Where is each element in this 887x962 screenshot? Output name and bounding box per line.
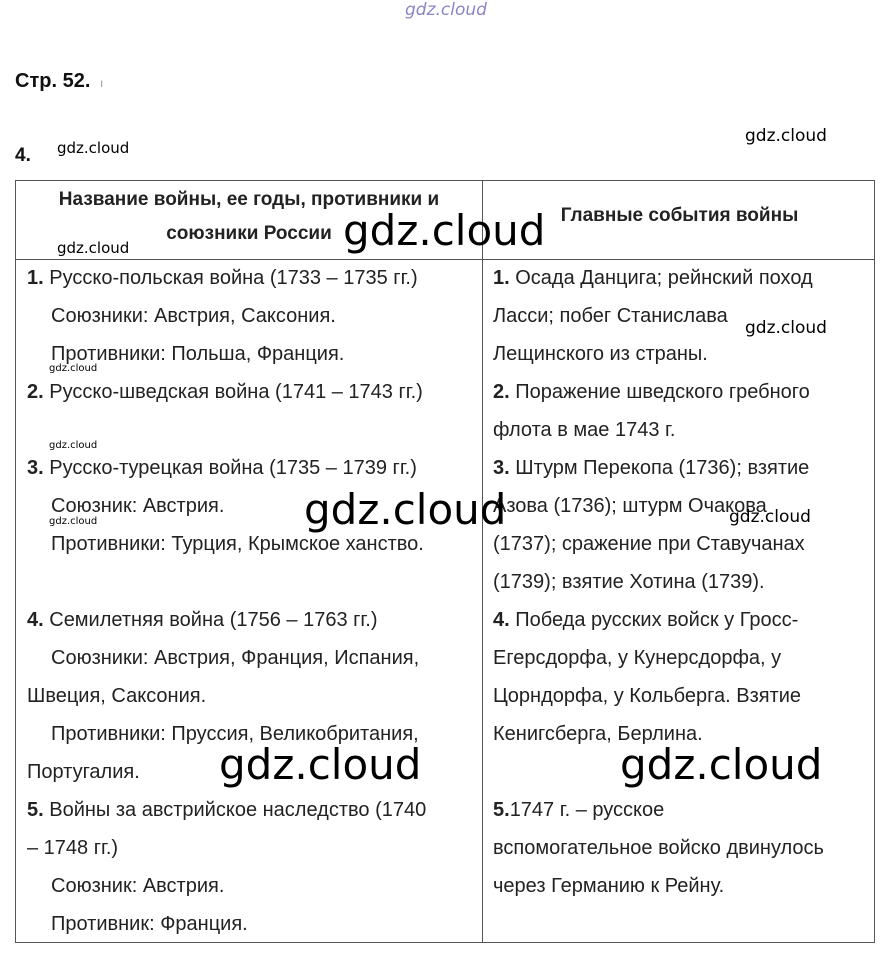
watermark: gdz.cloud bbox=[49, 516, 98, 527]
war-opponents: Противники: Польша, Франция. bbox=[51, 343, 345, 365]
events-line: вспомогательное войско двинулось bbox=[493, 837, 824, 859]
war-opponents: Противники: Турция, Крымское ханство. bbox=[51, 533, 424, 555]
events-line: (1737); сражение при Ставучанах bbox=[493, 533, 805, 555]
column-divider bbox=[482, 181, 483, 942]
watermark: gdz.cloud bbox=[304, 485, 507, 534]
page-header-mark: ı bbox=[99, 76, 104, 90]
war-title: 4. Семилетняя война (1756 – 1763 гг.) bbox=[27, 609, 378, 631]
watermark: gdz.cloud bbox=[343, 206, 546, 255]
events-line: флота в мае 1743 г. bbox=[493, 419, 676, 441]
answer-table bbox=[15, 180, 875, 943]
events-line: через Германию к Рейну. bbox=[493, 875, 725, 897]
header-left-line: союзники России bbox=[166, 223, 332, 244]
war-allies: Союзники: Австрия, Саксония. bbox=[51, 305, 336, 327]
events-line: 1. Осада Данцига; рейнский поход bbox=[493, 267, 813, 289]
watermark: gdz.cloud bbox=[49, 363, 98, 374]
events-line: 4. Победа русских войск у Гросс- bbox=[493, 609, 799, 631]
war-opponents-cont: Португалия. bbox=[27, 761, 140, 783]
events-line: Егерсдорфа, у Кунерсдорфа, у bbox=[493, 647, 782, 669]
war-opponents: Противники: Пруссия, Великобритания, bbox=[51, 723, 419, 745]
events-line: Азова (1736); штурм Очакова bbox=[493, 495, 767, 517]
war-opponents: Противник: Франция. bbox=[51, 913, 248, 935]
watermark: gdz.cloud bbox=[57, 139, 130, 157]
events-line: Цорндорфа, у Кольберга. Взятие bbox=[493, 685, 802, 707]
watermark: gdz.cloud bbox=[49, 440, 98, 451]
watermark: gdz.cloud bbox=[405, 0, 487, 20]
page-header bbox=[15, 70, 103, 93]
task-number: 4. bbox=[15, 145, 31, 166]
right-column bbox=[493, 259, 873, 905]
war-allies-cont: Швеция, Саксония. bbox=[27, 685, 207, 707]
events-line: Лещинского из страны. bbox=[493, 343, 708, 365]
watermark: gdz.cloud bbox=[745, 318, 827, 338]
left-column bbox=[27, 259, 477, 943]
war-title: 5. Войны за австрийское наследство (1740 bbox=[27, 799, 427, 821]
war-title: 1. Русско-польская война (1733 – 1735 гг.) bbox=[27, 267, 418, 289]
war-allies: Союзник: Австрия. bbox=[51, 495, 225, 517]
watermark: gdz.cloud bbox=[745, 126, 827, 146]
events-line: 3. Штурм Перекопа (1736); взятие bbox=[493, 457, 810, 479]
war-title-cont: – 1748 гг.) bbox=[27, 837, 119, 859]
events-line: 2. Поражение шведского гребного bbox=[493, 381, 810, 403]
watermark: gdz.cloud bbox=[729, 507, 811, 527]
war-allies: Союзники: Австрия, Франция, Испания, bbox=[51, 647, 420, 669]
war-allies: Союзник: Австрия. bbox=[51, 875, 225, 897]
header-left-line: Название войны, ее годы, противники и bbox=[58, 189, 440, 210]
war-title: 2. Русско-шведская война (1741 – 1743 гг.) bbox=[27, 381, 423, 403]
watermark: gdz.cloud bbox=[219, 740, 422, 789]
page-header-text: Стр. 52. bbox=[15, 70, 91, 92]
events-line: Ласси; побег Станислава bbox=[493, 305, 728, 327]
war-title: 3. Русско-турецкая война (1735 – 1739 гг.) bbox=[27, 457, 417, 479]
header-right: Главные события войны bbox=[560, 205, 799, 226]
watermark: gdz.cloud bbox=[620, 740, 823, 789]
events-line: Кенигсберга, Берлина. bbox=[493, 723, 703, 745]
events-line: 5.1747 г. – русское bbox=[493, 799, 665, 821]
watermark: gdz.cloud bbox=[57, 239, 130, 257]
events-line: (1739); взятие Хотина (1739). bbox=[493, 571, 765, 593]
